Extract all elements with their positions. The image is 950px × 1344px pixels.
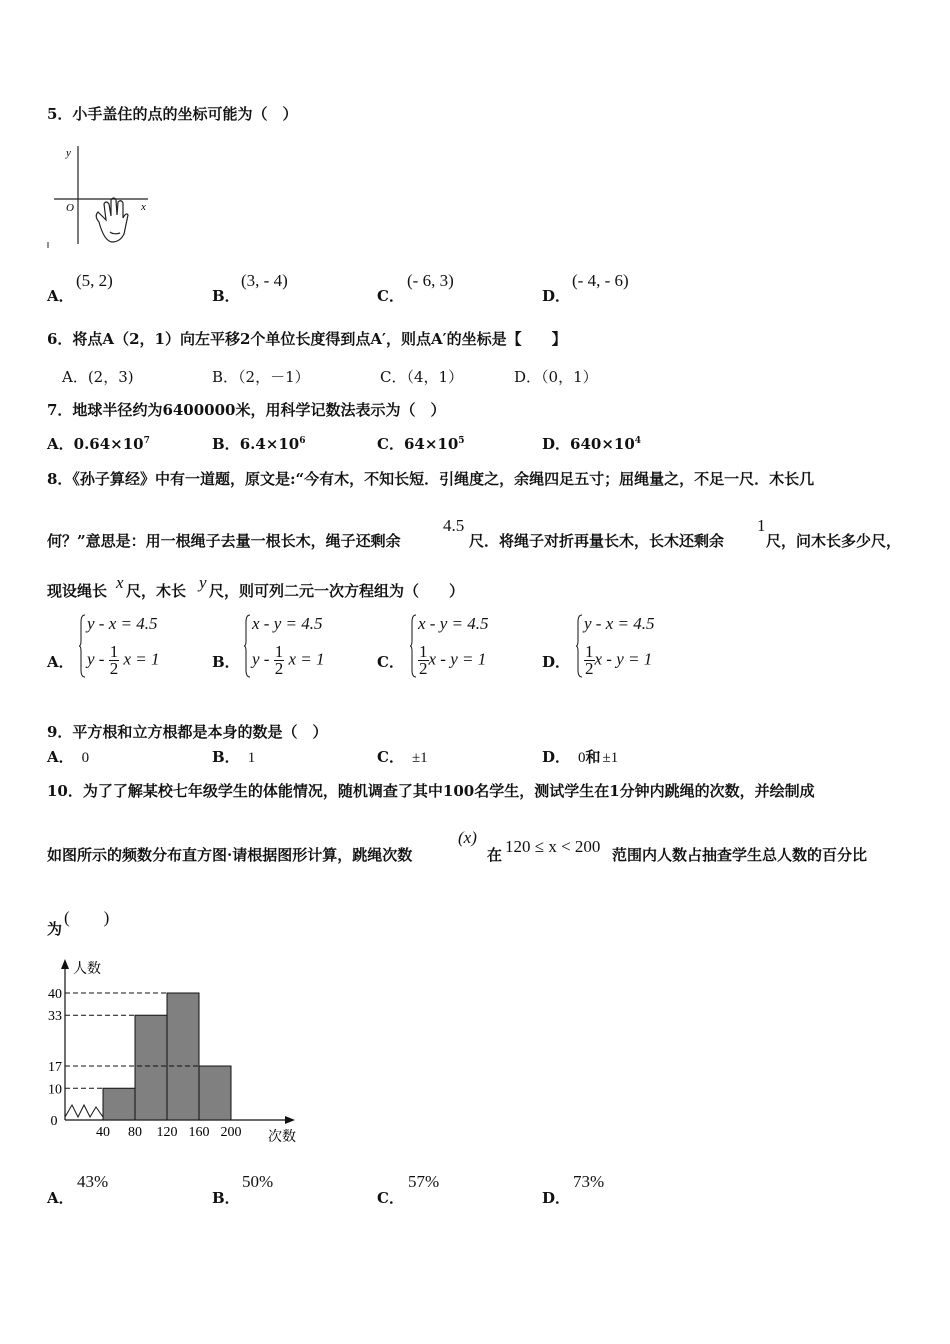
q10-option-d-value: 73% [573,1172,605,1191]
q10-option-c-value: 57% [408,1172,440,1191]
q5-x-axis-label: x [141,201,146,213]
q5-option-c-value: (- 6, 3) [407,271,454,290]
q9-option-d: D． 0和 ±1 [542,748,619,766]
q8-option-c-label: C． [377,653,404,671]
q10-option-b-value: 50% [242,1172,274,1191]
q10-line1: 10．为了了解某校七年级学生的体能情况，随机调查了其中100名学生，测试学生在1分钟内跳绳的次数，并绘制成 [47,782,815,800]
q10-line3: 为 [47,920,63,938]
q8-option-d-system [576,614,686,688]
q6-stem: 6．将点A（2，1）向左平移2个单位长度得到点A′，则点A′的坐标是【 】 [47,330,567,348]
y-axis-label: 人数 [73,962,101,977]
q8-c-eq1: x - y = 4.5 [418,614,489,633]
q5-option-b-value: (3, - 4) [241,271,288,290]
x-tick-label: 80 [128,1125,142,1140]
q5-option-d-value: (- 4, - 6) [572,271,629,290]
origin-label: 0 [50,1114,58,1129]
q8-c-eq2: $\frac{1}{2}$ x - y = 1 [419,642,487,678]
q5-option-d-label: D． [542,287,571,305]
q8-option-a-system [79,614,189,688]
x-tick-label: 200 [220,1125,242,1140]
q6-option-d: D．（0，1） [514,368,598,386]
q8-option-a-label: A． [47,653,74,671]
q6-option-b: B．（2，－1） [212,368,310,386]
q8-b-eq1: x - y = 4.5 [252,614,323,633]
brace-icon [79,614,86,678]
q8-var-y: y [199,573,207,592]
q7-option-b: B．$6.4\times 10^6$ [212,435,306,453]
q7-option-a: A．$0.64\times 10^7$ [47,435,150,453]
q10-option-a-label: A． [47,1189,74,1207]
q8-var-x: x [116,573,124,592]
x-tick-label: 160 [188,1125,210,1140]
q8-d-eq1: y - x = 4.5 [584,614,655,633]
q10-line2c: 范围内人数占抽查学生总人数的百分比 [612,846,868,864]
q6-option-c: C．（4，1） [380,368,464,386]
q8-a-eq2: y - $\frac{1}{2}$ x = 1 [87,642,160,678]
q5-coordinate-graph [44,142,154,250]
q8-line1: 8．《孙子算经》中有一道题，原文是:“今有木，不知长短．引绳度之，余绳四足五寸；屈绳量之，不足一尺．木长几 [47,470,815,488]
q5-option-a-value: (5, 2) [76,271,113,290]
q5-origin-label: O [66,202,74,214]
q5-stem: 5．小手盖住的点的坐标可能为（ ） [47,105,298,123]
y-tick-label: 17 [48,1060,62,1076]
q9-option-a: A． 0 [47,748,90,766]
frequency-histogram [40,955,310,1150]
q10-option-d-label: D． [542,1189,571,1207]
q5-option-a-label: A． [47,287,74,305]
q10-line2b: 在 [487,846,503,864]
q10-blank: ( ) [64,908,110,927]
q9-option-b: B． 1 [212,748,256,766]
q10-option-a-value: 43% [77,1172,109,1191]
axis-break-icon [65,1105,103,1117]
q10-range: 120 ≤ x < 200 [505,837,601,856]
x-tick-label: 120 [156,1125,178,1140]
q5-option-b-label: B． [212,287,240,305]
q10-option-b-label: B． [212,1189,240,1207]
q9-stem: 9．平方根和立方根都是本身的数是（ ） [47,723,328,741]
q10-line2a: 如图所示的频数分布直方图·请根据图形计算，跳绳次数 [47,846,413,864]
q8-line2b: 尺．将绳子对折再量长木，长木还剩余 [469,532,725,550]
q8-option-b-label: B． [212,653,240,671]
histogram-bar [103,1088,135,1120]
q7-option-d: D．$640\times 10^4$ [542,435,642,453]
y-axis-arrow-icon [61,959,69,969]
brace-icon [410,614,417,678]
x-axis-label: 次数 [268,1130,296,1145]
x-tick-label: 40 [96,1125,110,1140]
q8-line3c: 尺，则可列二元一次方程组为（ ） [209,582,465,600]
q8-a-eq1: y - x = 4.5 [87,614,158,633]
q8-line2c: 尺，问木长多少尺， [766,532,902,550]
brace-icon [244,614,251,678]
q9-option-c: C． ±1 [377,748,428,766]
q5-option-c-label: C． [377,287,404,305]
hand-icon [96,198,128,242]
x-axis-arrow-icon [285,1116,295,1124]
q7-stem: 7．地球半径约为6400000米，用科学记数法表示为（ ） [47,401,446,419]
brace-icon [576,614,583,678]
y-tick-label: 40 [48,987,62,1002]
q8-line2a: 何？”意思是：用一根绳子去量一根长木，绳子还剩余 [47,532,401,550]
histogram-bar [167,993,199,1120]
q7-option-c: C．$64\times 10^5$ [377,435,465,453]
q8-option-d-label: D． [542,653,571,671]
y-tick-label: 33 [48,1009,62,1025]
histogram-bar [135,1015,167,1120]
q8-d-eq2: $\frac{1}{2}$ x - y = 1 [585,642,653,678]
q8-line3b: 尺，木长 [126,582,187,600]
q5-y-axis-label: y [66,147,71,159]
q10-var-x: (x) [458,828,477,847]
q10-option-c-label: C． [377,1189,404,1207]
q8-option-b-system [244,614,354,688]
q8-value-4-5: 4.5 [443,516,465,535]
q6-option-a: A．(2，3) [62,368,134,386]
q8-b-eq2: y - $\frac{1}{2}$ x = 1 [252,642,325,678]
q8-value-1: 1 [757,516,766,535]
q8-option-c-system [410,614,520,688]
histogram-bar [199,1066,231,1120]
y-tick-label: 10 [48,1082,62,1098]
q8-line3a: 现设绳长 [47,582,108,600]
